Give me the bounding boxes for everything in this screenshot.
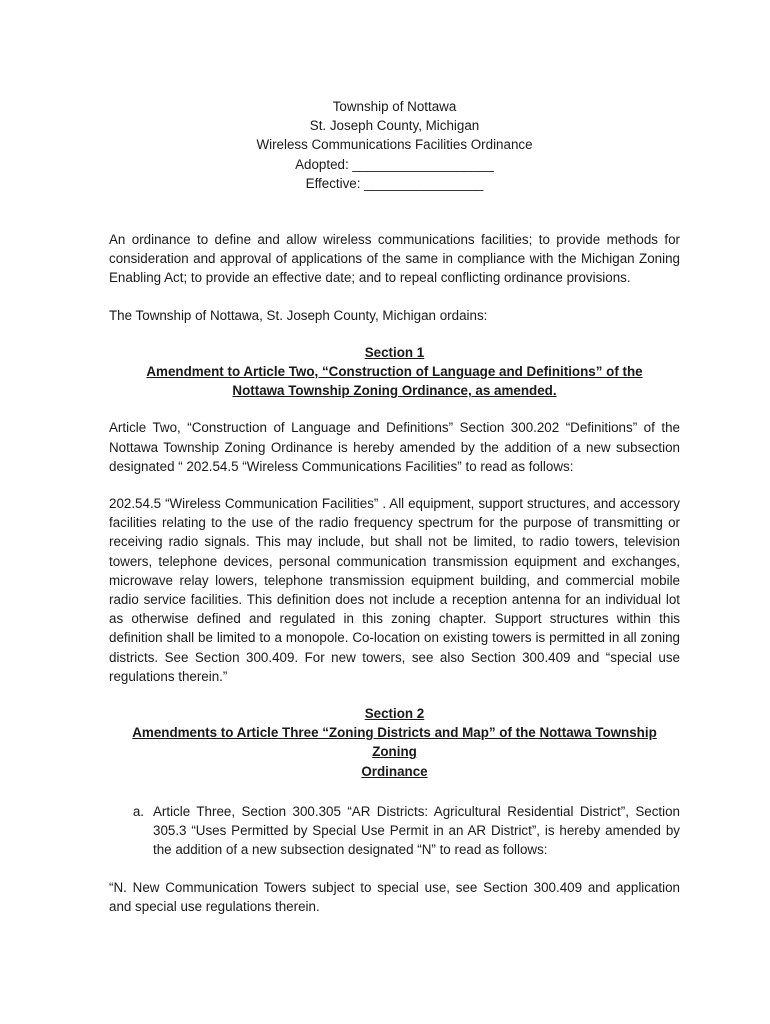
township-name: Township of Nottawa <box>332 99 457 114</box>
section-1-title-line-1: Amendment to Article Two, “Construction of Language and Definitions” of the <box>146 364 643 380</box>
document-header <box>109 97 680 193</box>
ordains-paragraph: The Township of Nottawa, St. Joseph County, Michigan ordains: <box>109 307 488 323</box>
section-2-heading-block <box>109 704 680 781</box>
list-item-a <box>109 802 680 860</box>
county-name: St. Joseph County, Michigan <box>309 118 480 134</box>
document-page <box>109 97 680 916</box>
section-2-heading: Section 2 <box>364 706 425 722</box>
section-1-definition-paragraph: 202.54.5 “Wireless Communication Facilities” . All equipment, support structures, and accessory facilities relating to the use of the radio frequency spectrum for the purpose of transmitting or receiving radio signals. This may include, but shall not be limited, to radio towers, television towers, telephone devices, personal communication transmission equipment and exchanges, microwave relay lowers, telephone transmission equipment building, and commercial mobile radio service facilities. This definition does not include a reception antenna for an individual lot as otherwise defined and regulated in this zoning chapter. Support structures within this definition shall be limited to a monopole. Co-location on existing towers is permitted in all zoning districts. See Section 300.409. For new towers, see also Section 300.409 and “special use regulations therein.” <box>109 496 680 684</box>
section-1-title-line-2: Nottawa Township Zoning Ordinance, as amended. <box>232 383 557 399</box>
list-marker-a: a. <box>132 803 144 819</box>
list-item-a-text: Article Three, Section 300.305 “AR Districts: Agricultural Residential District”, Section 305.3 “Uses Permitted by Special Use Permit in an AR District”, is hereby amended by the addition of a new subsection designated “N” to read as follows: <box>153 803 680 858</box>
section-1-heading: Section 1 <box>364 344 425 360</box>
section-2-title-line-2: Ordinance <box>361 763 428 779</box>
section-2-title-line-1: Amendments to Article Three “Zoning Districts and Map” of the Nottawa Township Zoning <box>132 725 657 760</box>
subsection-n-paragraph: “N. New Communication Towers subject to special use, see Section 300.409 and application and special use regulations therein. <box>109 879 680 914</box>
section-1-heading-block <box>109 343 680 401</box>
ordinance-title: Wireless Communications Facilities Ordinance <box>256 137 533 153</box>
effective-date-line: Effective: ________________ <box>305 175 484 191</box>
adopted-date-line: Adopted: ___________________ <box>295 156 494 172</box>
section-1-paragraph-1: Article Two, “Construction of Language and Definitions” Section 300.202 “Definitions” of the Nottawa Township Zoning Ordinance is hereby amended by the addition of a new subsection designated “ 202.54.5 “Wireless Communications Facilities” to read as follows: <box>109 420 680 474</box>
intro-paragraph: An ordinance to define and allow wireless communications facilities; to provide methods for consideration and approval of applications of the same in compliance with the Michigan Zoning Enabling Act; to provide an effective date; and to repeal conflicting ordinance provisions. <box>109 232 680 286</box>
